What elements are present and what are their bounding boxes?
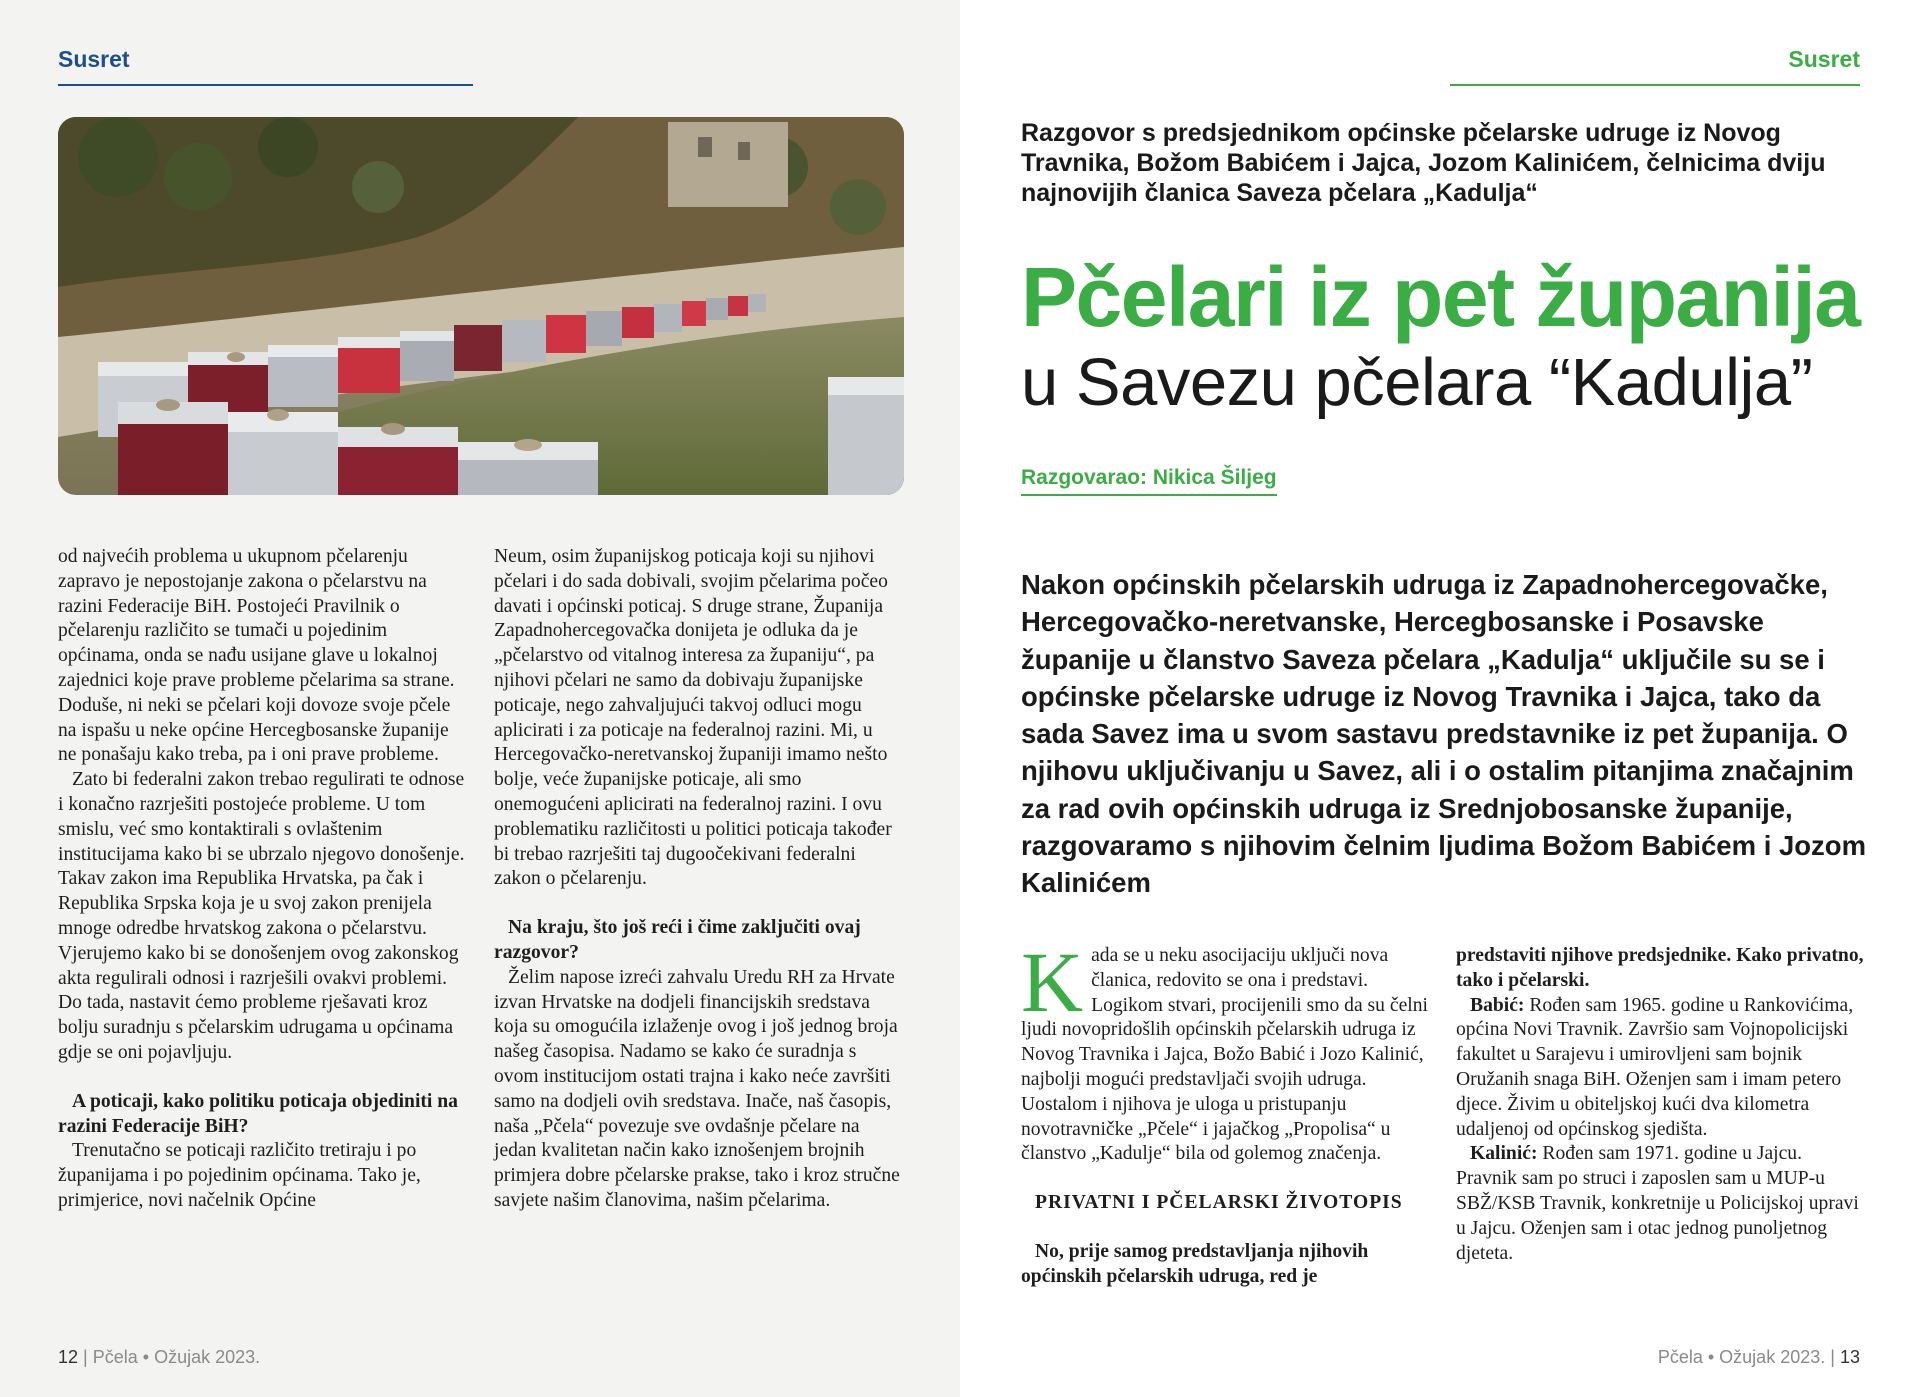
paragraph: Neum, osim županijskog poticaja koji su njihovi pčelari i do sada dobivali, svojim pčelarima počeo davati i općinski poticaj. S druge strane, Županija Zapadnohercegovačka donijeta je odluka da je „pčelarstvo od vitalnog interesa za županiju“, pa njihovi pčelari ne samo da dobivaju županijske poticaje, nego zahvaljujući takvoj odluci mogu aplicirati i za poticaje na federalnoj razini. Mi, u Hercegovačko-neretvanskoj županiji imamo nešto bolje, veće županijske poticaje, ali smo onemogućeni aplicirati na federalnoj razini. I ovu problematiku različitosti u politici poticaja također bi trebao razrješiti taj dugoočekivani federalni zakon o pčelarenju. xyxy=(494,546,892,890)
intro-text: ada se u neku asocijaciju uključi nova članica, redovito se ona i predstavi. Logikom stvari, procijenili smo da su čelni ljudi novopridošlih općinskih pčelarskih udruga iz Novog Travnika i Jajca, Božo Babić i Jozo Kalinić, najbolji mogući predstavljači svojih udruga. Uostalom i njihova je uloga u pristupanju novotravničke „Pčele“ i jajačkog „Propolisa“ u članstvo „Kadulje“ bila od golemog značenja. xyxy=(1021,945,1428,1165)
paragraph: Zato bi federalni zakon trebao regulirati te odnose i konačno razrješiti postojeće probleme. U tom smislu, već smo kontaktirali s ovlaštenim institucijama kako bi se ubrzalo njegovo donošenje. Takav zakon ima Republika Hrvatska, pa čak i Republika Srpska koja je u svoj zakon prenijela mnoge odredbe hrvatskog zakona o pčelarstvu. Vjerujemo kako bi se donošenjem ovog zakonskog akta regulirali odnosi i razrješili ovakvi problemi. Do tada, nastavit ćemo probleme rješavati kroz bolju suradnju s pčelarskim udrugama u općinama gdje se oni pojavljuju. xyxy=(58,769,465,1063)
page-footer xyxy=(1658,1347,1860,1368)
footer-publication: Pčela • Ožujak 2023. xyxy=(1657,1347,1826,1367)
speaker-name: Babić: xyxy=(1470,994,1525,1016)
subheading: PRIVATNI I PČELARSKI ŽIVOTOPIS xyxy=(1035,1192,1403,1214)
page-number: 12 xyxy=(58,1347,79,1367)
page-number: 13 xyxy=(1839,1347,1860,1367)
section-rule xyxy=(1450,84,1860,86)
intro-paragraph xyxy=(1021,934,1431,1167)
article-kicker: Razgovor s predsjednikom općinske pčelarske udruge iz Novog Travnika, Božom Babićem i Jajca, Jozom Kalinićem, čelnicima dviju najnovijih članica Saveza pčelara „Kadulja“ xyxy=(1021,119,1826,207)
answer-paragraph xyxy=(1456,1142,1864,1266)
interview-question: Na kraju, što još reći i čime zaključiti ovaj razgovor? xyxy=(494,917,861,963)
section-label: Susret xyxy=(58,46,130,72)
section-label: Susret xyxy=(1788,46,1860,72)
right-column-1 xyxy=(1021,934,1431,1290)
paragraph: od najvećih problema u ukupnom pčelarenju zapravo je nepostojanje zakona o pčelarstvu na razini Federacije BiH. Postojeći Pravilnik o pčelarenju različito se tumači u pojedinim općinama, onda se nađu usijane glave u lokalnoj zajednici koje prave probleme pčelarima sa strane. Doduše, ni neki se pčelari koji dovoze svoje pčele na ispašu u neke općine Hercegbosanske županije ne ponašaju kako treba, pa i oni prave probleme. xyxy=(58,546,455,766)
article-title: Pčelari iz pet županija xyxy=(1021,250,1860,344)
paragraph: Želim napose izreći zahvalu Uredu RH za Hrvate izvan Hrvatske na dodjeli financijskih sredstava koja su omogućila izlaženje ovog i još jednog broja našeg časopisa. Nadamo se kako će suradnja s ovom institucijom ostati trajna i kako neće završiti samo na dodjeli ovih sredstava. Inače, naš časopis, naša „Pčela“ povezuje sve ovdašnje pčelare na jedan kvalitetan način kako iznošenjem brojnih primjera dobre pčelarske prakse, tako i kroz stručne savjete našim članovima, našim pčelarima. xyxy=(494,966,900,1211)
footer-separator: | xyxy=(83,1347,88,1367)
left-column-2 xyxy=(494,545,904,1214)
footer-separator: | xyxy=(1830,1347,1835,1367)
page-footer xyxy=(58,1347,260,1368)
beehives-photo xyxy=(58,117,904,495)
section-rule xyxy=(58,84,473,86)
left-column-1 xyxy=(58,545,468,1214)
answer-paragraph xyxy=(1456,994,1864,1143)
speaker-name: Kalinić: xyxy=(1470,1143,1538,1165)
drop-cap: K xyxy=(1021,934,1084,1030)
interview-question: No, prije samog predstavljanja njihovih općinskih pčelarskih udruga, red je xyxy=(1021,1240,1369,1287)
answer-text: Rođen sam 1971. godine u Jajcu. Pravnik sam po struci i zaposlen sam u MUP-u SBŽ/KSB Travnik, konkretnije u Policijskoj upravi u Jajcu. Oženjen sam i otac jednog punoljetnog djeteta. xyxy=(1456,1143,1859,1264)
byline: Razgovarao: Nikica Šiljeg xyxy=(1021,466,1277,496)
footer-publication: Pčela • Ožujak 2023. xyxy=(92,1347,261,1367)
paragraph: Trenutačno se poticaji različito tretiraju i po županijama i po pojedinim općinama. Tako je, primjerice, novi načelnik Općine xyxy=(58,1140,421,1211)
article-lead: Nakon općinskih pčelarskih udruga iz Zapadnohercegovačke, Hercegovačko-neretvanske, Hercegbosanske i Posavske županije u članstvo Saveza pčelara „Kadulja“ uključile su se i općinske pčelarske udruge iz Novog Travnika i Jajca, tako da sada Savez ima u svom sastavu predstavnike iz pet županija. O njihovu uključivanju u Savez, ali i o ostalim pitanjima značajnim za rad ovih općinskih udruga iz Srednjobosanske županije, razgovaramo s njihovim čelnim ljudima Božom Babićem i Jozom Kalinićem xyxy=(1021,569,1867,899)
article-subtitle: u Savezu pčelara “Kadulja” xyxy=(1021,345,1813,420)
answer-text: Rođen sam 1965. godine u Rankovićima, općina Novi Travnik. Završio sam Vojnopolicijski fakultet u Sarajevu i umirovljeni sam bojnik Oružanih snaga BiH. Oženjen sam i imam petero djece. Živim u obiteljskoj kući dva kilometra udaljenoj od općinskog sjedišta. xyxy=(1456,994,1854,1140)
interview-question: A poticaji, kako politiku poticaja objediniti na razini Federacije BiH? xyxy=(58,1090,458,1137)
right-column-2 xyxy=(1456,944,1864,1266)
interview-question-end: predstaviti njihove predsjednike. Kako privatno, tako i pčelarski. xyxy=(1456,945,1864,991)
